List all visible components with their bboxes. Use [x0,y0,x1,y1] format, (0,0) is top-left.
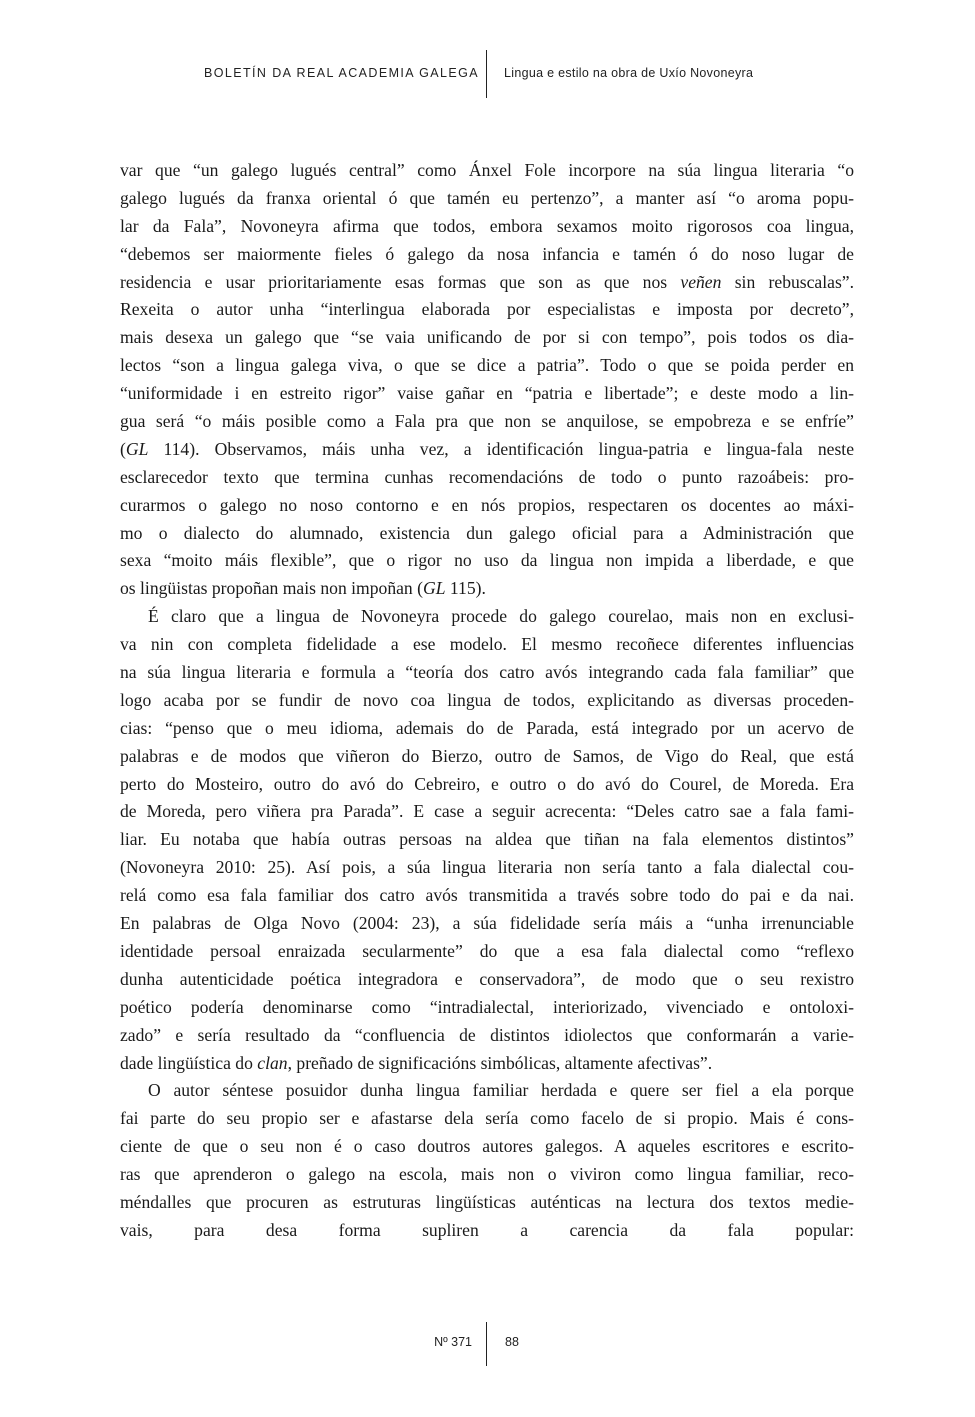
article-title: Lingua e estilo na obra de Uxío Novoneyra [504,66,754,80]
text-line: lectos “son a lingua galega viva, o que se dice a patria”. Todo o que se poida perder en [120,355,854,376]
text-line: mais desexa un galego que “se vaia unificando de por si con tempo”, pois todos os dia- [120,327,854,348]
text-line: var que “un galego lugués central” como Ánxel Fole incorpore na súa lingua literaria “o [120,160,854,180]
text-line: sexa “moito máis flexible”, que o rigor no uso da lingua non impida a liberdade, e que [120,550,854,571]
text-line: ciente de que o seu non é o caso doutros autores galegos. A aqueles escritores e escrito- [120,1136,854,1157]
article-body [120,157,854,1273]
text-line: galego lugués da franxa oriental ó que tamén eu pertenzo”, a manter así “o aroma popu- [120,187,854,208]
text-line: identidade persoal enraizada secularmente” do que a esa fala dialectal como “reflexo [120,940,854,961]
footer-divider [486,1322,487,1366]
text-line: lar da Fala”, Novoneyra afirma que todos, embora sexamos moito rigorosos coa lingua, [120,215,854,236]
text-line: fai parte do seu propio ser e afastarse dela sería como facelo de si propio. Mais é cons- [120,1108,854,1129]
text-line: gua será “o máis posible como a Fala pra que non se anquilose, se empobreza e se enfríe” [120,411,854,432]
header-divider [486,50,487,98]
text-line: dunha autenticidade poética integradora e conservadora”, de modo que o seu rexistro [120,968,854,989]
text-line: va nin con completa fidelidade a ese modelo. El mesmo recoñece diferentes influencias [120,634,854,655]
text-line: poético podería denominarse como “intradialectal, interiorizado, vivenciado e ontoloxi- [120,996,854,1017]
paragraph-end-line: os lingüistas propoñan mais non impoñan (GL 115). [120,578,486,599]
text-line: residencia e usar prioritariamente esas formas que son as que nos veñen sin rebuscalas”. [120,271,854,292]
text-line: palabras e de modos que viñeron do Bierzo, outro de Samos, de Vigo do Real, que está [120,745,854,766]
text-line: de Moreda, pero viñera pra Parada”. E case a seguir acrecenta: “Deles catro sae a fala fami- [120,801,854,822]
paragraph-start-line: O autor séntese posuidor dunha lingua familiar herdada e quere ser fiel a ela porque [148,1080,854,1101]
text-line: méndalles que procuren as estruturas lingüísticas auténticas na lectura dos textos medie- [120,1191,854,1212]
text-line: “debemos ser maiormente fieles ó galego da nosa infancia e tamén ó do noso lugar de [120,243,854,264]
text-line: perto do Mosteiro, outro do avó do Cebreiro, e outro o do avó do Courel, de Moreda. Era [120,773,854,794]
paragraph-end-line [120,1245,854,1273]
text-line: En palabras de Olga Novo (2004: 23), a súa fidelidade sería máis a “unha irrenunciable [120,913,854,934]
text-line: (GL 114). Observamos, máis unha vez, a identificación lingua-patria e lingua-fala neste [120,438,854,459]
text-line: ras que aprenderon o galego na escola, mais non o viviron como lingua familiar, reco- [120,1164,854,1185]
text-line: curarmos o galego no noso contorno e en nós propios, respectaren os docentes ao máxi- [120,494,854,515]
text-line: zado” e sería resultado da “confluencia de distintos idiolectos que conformarán a varie- [120,1024,854,1045]
text-line: liar. Eu notaba que había outras persoas na aldea que tiñan na fala elementos distintos” [120,829,854,850]
text-line: mo o dialecto do alumnado, existencia dun galego oficial para a Administración que [120,522,854,543]
page-footer [0,1322,975,1368]
text-line: “uniformidade i en estreito rigor” vaise gañar en “patria e libertade”; e deste modo a lin- [120,383,854,404]
text-line: cias: “penso que o meu idioma, ademais do de Parada, está integrado por un acervo de [120,717,854,738]
journal-title: BOLETÍN DA REAL ACADEMIA GALEGA [204,66,479,80]
text-line: relá como esa fala familiar dos catro avós transmitida a través sobre todo do pai e da nai. [120,885,854,906]
issue-number: Nº 371 [434,1335,472,1349]
page-number: 88 [505,1335,519,1349]
text-line: esclarecedor texto que termina cunhas recomendacións de todo o punto razoábeis: pro- [120,466,854,487]
text-line: na súa lingua literaria e formula a “teoría dos catro avós integrando cada fala familiar” que [120,662,854,683]
paragraph-start-line: É claro que a lingua de Novoneyra procede do galego courelao, mais non en exclusi- [148,606,854,627]
text-line: vais, para desa forma supliren a carencia da fala popular: [120,1219,854,1240]
text-line: Rexeita o autor unha “interlingua elaborada por especialistas e imposta por decreto”, [120,299,854,320]
text-line: (Novoneyra 2010: 25). Así pois, a súa lingua literaria non sería tanto a fala dialectal cou- [120,857,854,878]
running-header [0,50,975,100]
paragraph-end-line: dade lingüística do clan, preñado de significacións simbólicas, altamente afectivas”. [120,1052,713,1073]
text-line: logo acaba por se fundir de novo coa lingua de todos, explicitando as diversas proceden- [120,689,854,710]
